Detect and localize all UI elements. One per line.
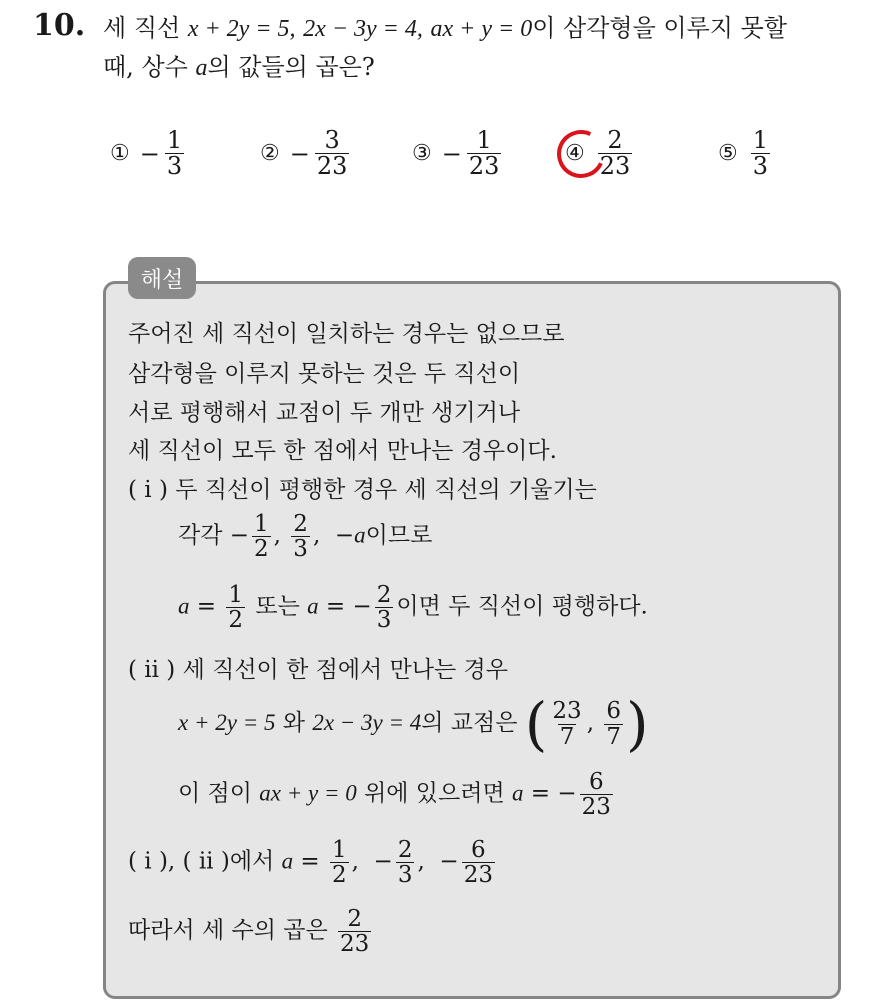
answer-mark-wrapper [565,138,595,166]
choice-5[interactable] [718,128,773,179]
slope-fraction-2: $\frac{2}{3}$ [293,511,308,563]
choice-sign: − [441,139,462,168]
equation-3: ax + y = 0 [430,16,533,42]
question-line-1 [103,9,787,48]
choice-mark: ② [260,141,280,167]
intersection-line: x + 2y = 5 와 2x − 3y = 4의 교점은 ( $\frac{23}{7}$ , $\frac{6}{7}$ ) [178,690,649,758]
equation-1: x + 2y = 5, [187,16,296,42]
choice-4[interactable] [565,128,635,179]
solution-line-1: 주어진 세 직선이 일치하는 경우는 없으므로 [128,321,565,347]
parallel-suffix: 이면 두 직선이 평행하다. [396,593,648,620]
choice-sign: − [139,139,160,168]
solution-line-3: 서로 평행해서 교점이 두 개만 생기거나 [128,400,521,426]
combined-line: ( i ), ( ii )에서 a = $\frac{1}{2}$ , − $\frac{2}{3}$ , − $\frac{6}{23}$ [128,837,493,889]
slopes-line: 각각 − $\frac{1}{2}$ , $\frac{2}{3}$ , −a이므로 [178,511,433,563]
choice-sign: − [289,139,310,168]
slope-fraction-1: $\frac{1}{2}$ [254,511,269,563]
equation-c: ax + y = 0 [259,780,357,806]
choice-fraction: $\frac{1}{3}$ [752,126,769,181]
combined-text: 에서 [229,848,275,875]
slopes-suffix: 이므로 [365,522,433,549]
case-2-text: 세 직선이 한 점에서 만나는 경우 [182,657,508,683]
final-answer: $\frac{2}{23}$ [340,906,370,958]
equation-b: 2x − 3y = 4 [312,710,422,735]
a-value-3: $\frac{6}{23}$ [581,769,611,821]
choice-1[interactable] [110,128,187,179]
choice-mark: ③ [412,141,432,167]
point-text-a: 이 점이 [178,780,252,807]
question-text: 때, 상수 [103,53,188,81]
combined-label: ( i ), ( ii ) [128,848,230,875]
or-text: 또는 [255,593,300,620]
question-text: 의 값들의 곱은? [207,53,375,81]
case-1-label: ( i ) [128,477,168,503]
solution-panel [103,281,841,999]
choice-fraction: $\frac{1}{23}$ [468,126,500,181]
solution-line-4: 세 직선이 모두 한 점에서 만나는 경우이다. [128,438,557,464]
wa-text: 와 [282,710,305,736]
question-text: 이 삼각형을 이루지 못할 [532,14,787,42]
choice-fraction: $\frac{2}{23}$ [599,126,631,181]
slopes-prefix: 각각 [178,522,223,549]
choice-fraction: $\frac{1}{3}$ [166,126,183,181]
intersect-text: 의 교점은 [421,710,518,736]
case-2-label: ( ii ) [128,657,176,683]
solution-line-2: 삼각형을 이루지 못하는 것은 두 직선이 [128,361,521,387]
equation-2: 2x − 3y = 4, [303,16,423,42]
choice-mark: ⑤ [718,141,738,167]
choice-mark: ① [110,141,130,167]
choice-2[interactable] [260,128,352,179]
point-text-b: 위에 있으려면 [364,780,505,807]
a-value-1: $\frac{1}{2}$ [228,582,244,634]
final-text: 따라서 세 수의 곱은 [128,917,328,944]
question-number: 10. [33,8,86,43]
case-2-line [128,651,508,684]
variable-a: a [195,55,208,81]
question-text: 세 직선 [103,14,181,42]
case-1-text: 두 직선이 평행한 경우 세 직선의 기울기는 [175,477,597,503]
parallel-line: a = $\frac{1}{2}$ 또는 a = − $\frac{2}{3}$ 이면 두 직선이 평행하다. [178,582,648,634]
a-value-2: $\frac{2}{3}$ [376,582,392,634]
final-line [128,907,374,956]
case-1-line [128,471,597,504]
point-x: $\frac{23}{7}$ [552,698,582,750]
equation-a: x + 2y = 5 [178,710,276,735]
choice-mark: ④ [565,141,585,167]
choice-fraction: $\frac{3}{23}$ [316,126,348,181]
point-y: $\frac{6}{7}$ [606,698,621,750]
point-line: 이 점이 ax + y = 0 위에 있으려면 a = − $\frac{6}{23}$ [178,769,611,821]
question-line-2 [103,48,375,87]
solution-tag: 해설 [128,257,196,299]
choice-3[interactable] [412,128,504,179]
